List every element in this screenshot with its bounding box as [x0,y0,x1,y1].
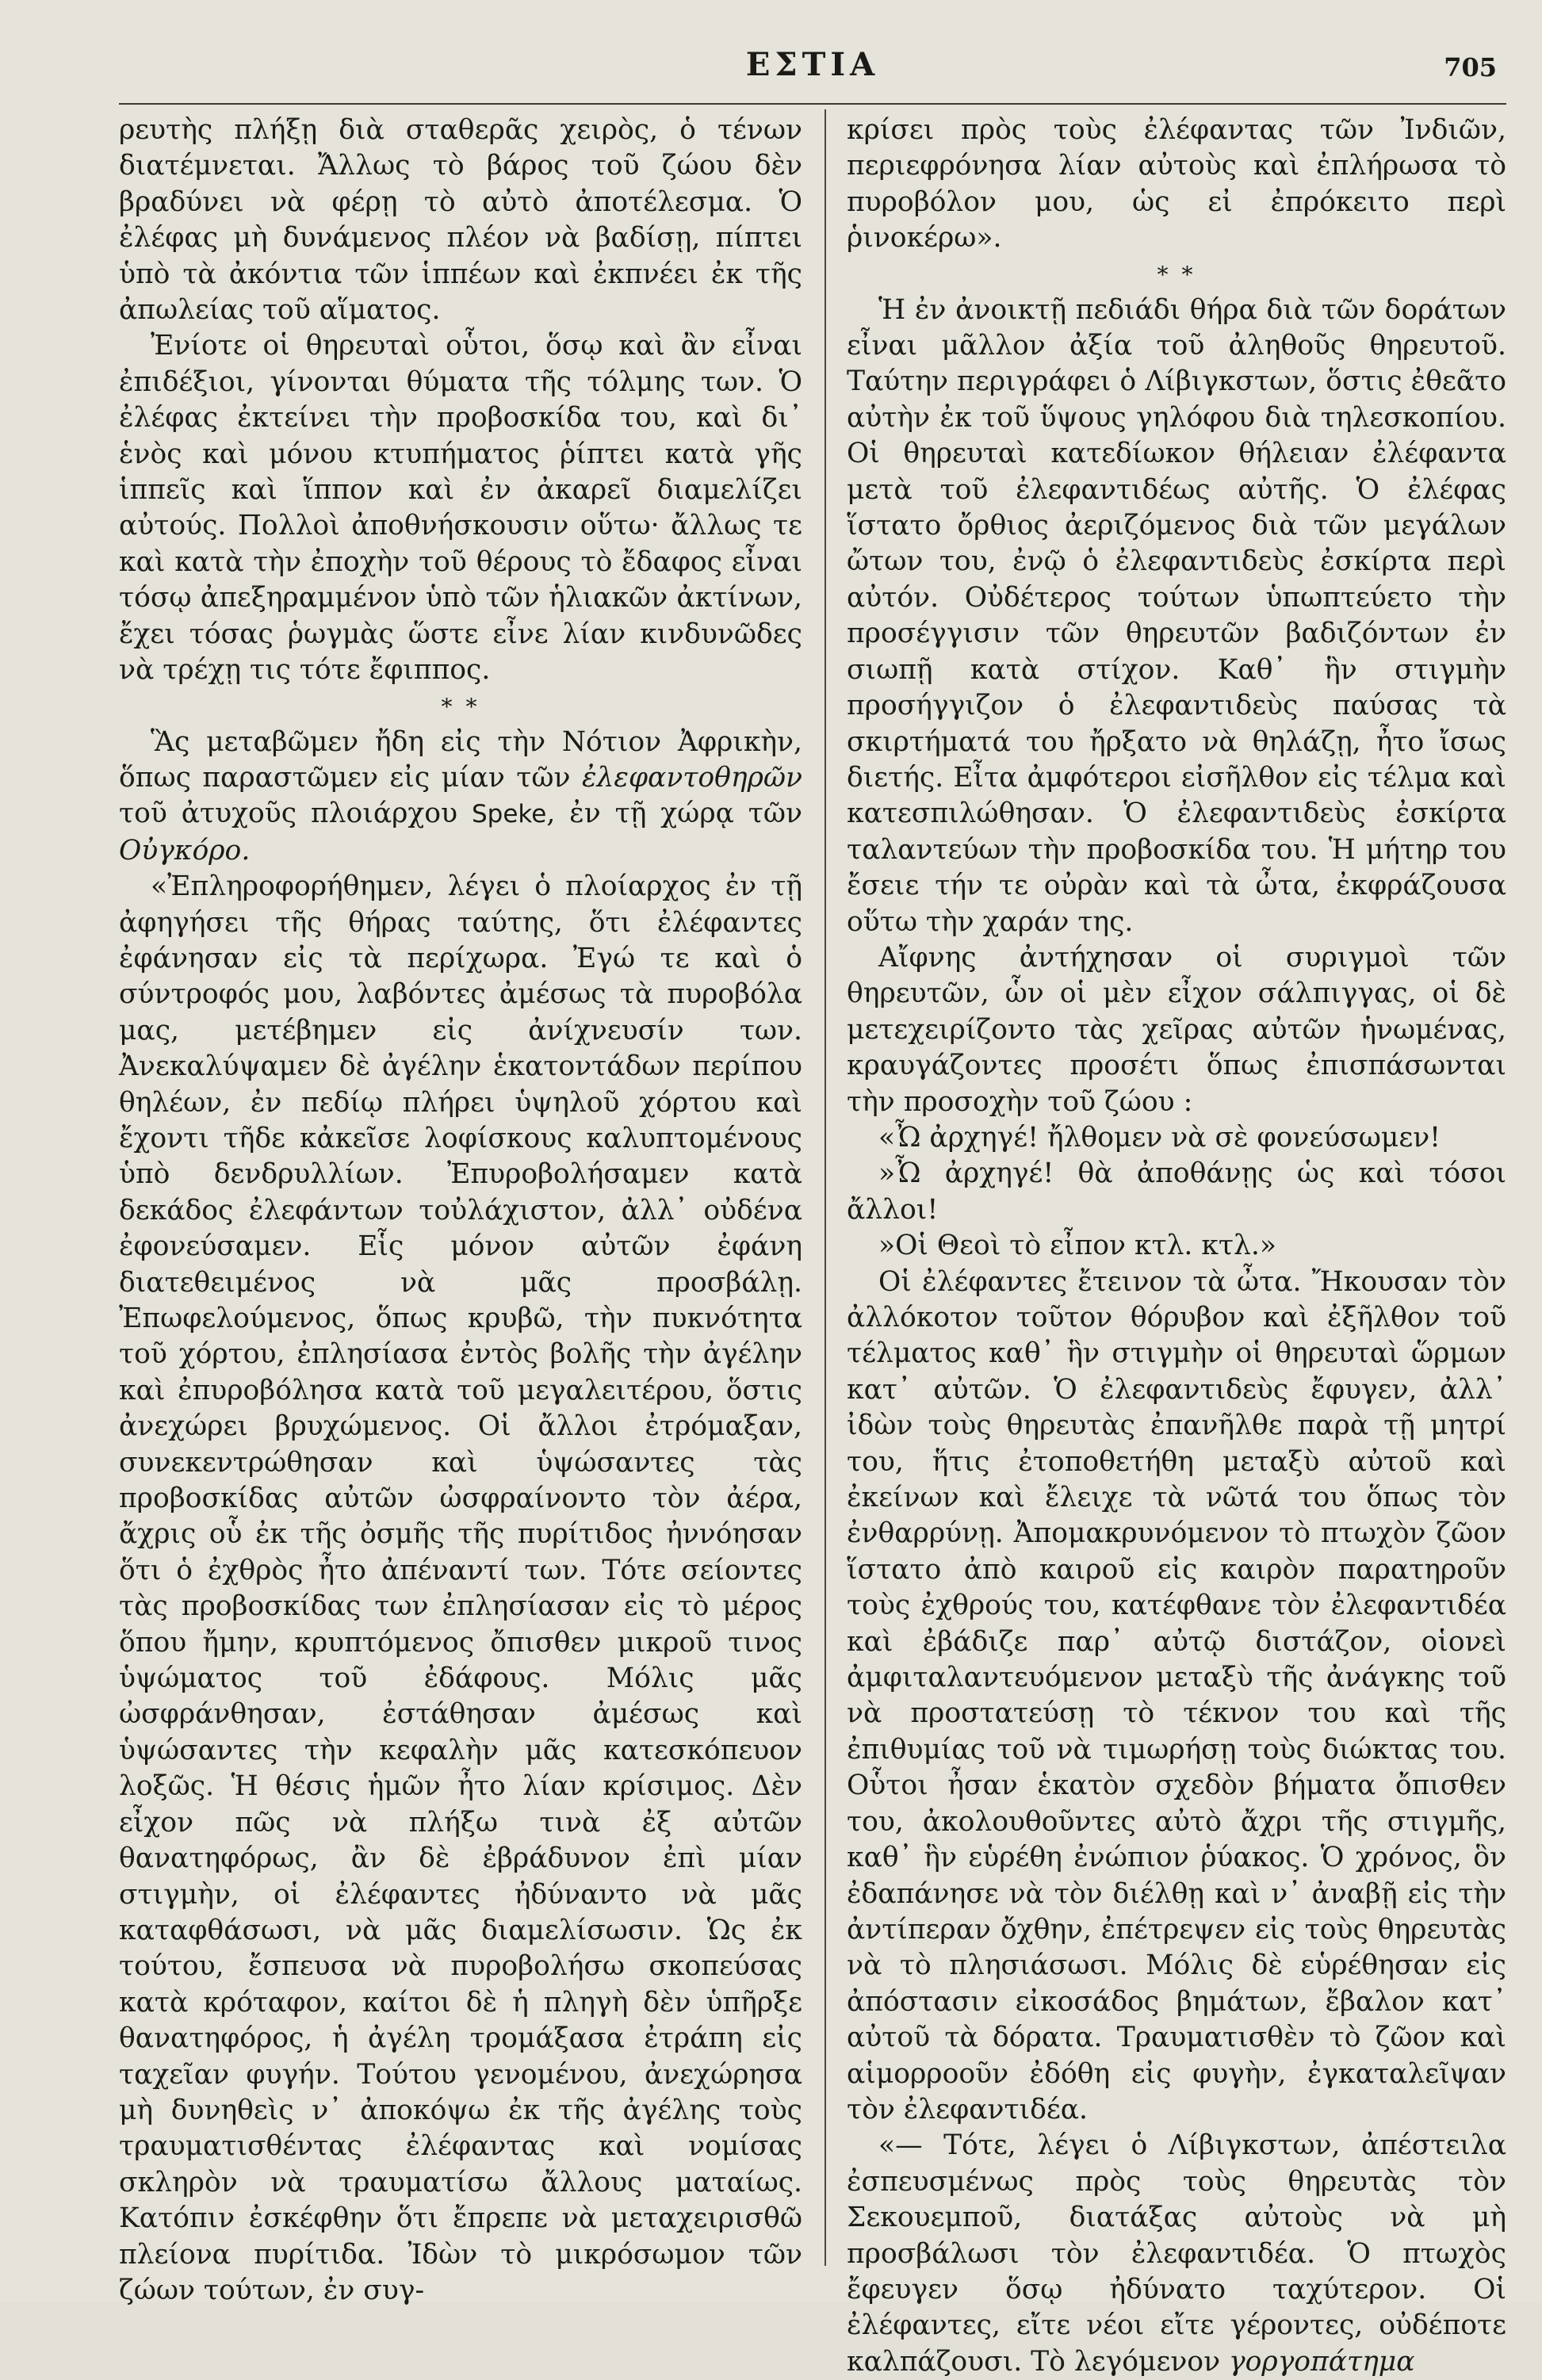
right-paragraph-1: κρίσει πρὸς τοὺς ἐλέφαντας τῶν Ἰνδιῶν, περιεφρόνησα λίαν αὐτοὺς καὶ ἐπλήρωσα τὸ πυροβόλον μου, ὡς εἰ ἐπρόκειτο περὶ ῥινοκέρω». [847,114,1506,254]
page-number: 705 [1444,52,1497,82]
right-paragraph-7: Οἱ ἐλέφαντες ἔτεινον τὰ ὦτα. Ἤκουσαν τὸν ἀλλόκοτον τοῦτον θόρυβον καὶ ἐξῆλθον τοῦ τέλματος καθ᾽ ἣν στιγμὴν οἱ θηρευταὶ ὥρμων κατ᾽ αὐτῶν. Ὁ ἐλεφαντιδεὺς ἔφυγεν, ἀλλ᾽ ἰδὼν τοὺς θηρευτὰς ἐπανῆλθε παρὰ τῇ μητρί του, ἥτις ἐτοποθετήθη μεταξὺ αὐτοῦ καὶ ἐκείνων καὶ ἔλειχε τὰ νῶτά του ὅπως τὸν ἐνθαρρύνῃ. Ἀπομακρυνόμενον τὸ πτωχὸν ζῶον ἵστατο ἀπὸ καιροῦ εἰς καιρὸν παρατηροῦν τοὺς ἐχθρούς του, κατέφθανε τὸν ἐλεφαντιδέα καὶ ἐβάδιζε παρ᾽ αὐτῷ διστάζον, οἱονεὶ ἀμφιταλαντευόμενον μεταξὺ τῆς ἀνάγκης τοῦ νὰ προστατεύσῃ τὸ τέκνον του καὶ τῆς ἐπιθυμίας τοῦ νὰ τιμωρήσῃ τοὺς διώκτας του. Οὗτοι ἦσαν ἑκατὸν σχεδὸν βήματα ὄπισθεν του, ἀκολουθοῦντες αὐτὸ ἄχρι τῆς στιγμῆς, καθ᾽ ἣν εὑρέθη ἐνώπιον ῥύακος. Ὁ χρόνος, ὃν ἐδαπάνησε νὰ τὸν διέλθῃ καὶ ν᾽ ἀναβῇ εἰς τὴν ἀντίπεραν ὄχθην, ἐπέτρεψεν εἰς τοὺς θηρευτὰς νὰ τὸ πλησιάσωσι. Μόλις δὲ εὑρέθησαν εἰς ἀπόστασιν εἰκοσάδος βημάτων, ἔβαλον κατ᾽ αὐτοῦ τὰ δόρατα. Τραυματισθὲν τὸ ζῶον καὶ αἱμορροοῦν ἐδόθη εἰς φυγὴν, ἐγκαταλεῖψαν τὸν ἐλεφαντιδέα. [847,1265,1506,2126]
p3-text-c: τοῦ ἀτυχοῦς πλοιάρχου [119,798,472,830]
p3-italic-hunts: ἐλεφαντοθηρῶν [581,761,802,794]
left-paragraph-3 [119,725,802,870]
left-column [119,113,802,2306]
page-header [119,32,1506,95]
section-break-left: * * [441,693,480,720]
column-divider [825,109,826,2266]
p8-text-a: «— Τότε, λέγει ὁ Λίβιγκστων, ἀπέστειλα ἐσπευσμένως πρὸς τοὺς θηρευτὰς τὸν Σεκουεμποῦ, διατάξας αὐτοὺς νὰ μὴ προσβάλωσι τὸν ἐλεφαντιδέα. Ὁ πτωχὸς ἔφευγεν ὅσῳ ἠδύνατο ταχύτερον. Οἱ ἐλέφαντες, εἴτε νέοι εἴτε γέροντες, οὐδέποτε καλπάζουσι. Τὸ λεγόμενον [847,2129,1506,2378]
p3-text-e: , ἐν τῇ χώρᾳ τῶν [546,798,802,830]
p8-italic-gorgopatima: γοργοπάτημα [1229,2345,1415,2378]
p3-speke: Speke [471,800,547,829]
right-paragraph-4: «Ὦ ἀρχηγέ! ἤλθομεν νὰ σὲ φονεύσωμεν! [878,1121,1441,1154]
right-paragraph-8 [847,2128,1506,2380]
journal-title: ΕΣΤΙΑ [745,46,880,83]
left-paragraph-2: Ἐνίοτε οἱ θηρευταὶ οὗτοι, ὅσῳ καὶ ἂν εἶναι ἐπιδέξιοι, γίνονται θύματα τῆς τόλμης των. Ὁ ἐλέφας ἐκτείνει τὴν προβοσκίδα του, καὶ δι᾽ ἑνὸς καὶ μόνου κτυπήματος ῥίπτει κατὰ γῆς ἱππεῖς καὶ ἵππον καὶ ἐν ἀκαρεῖ διαμελίζει αὐτούς. Πολλοὶ ἀποθνήσκουσιν οὕτω· ἄλλως τε καὶ κατὰ τὴν ἐποχὴν τοῦ θέρους τὸ ἔδαφος εἶναι τόσῳ ἀπεξηραμμένον ὑπὸ τῶν ἡλιακῶν ἀκτίνων, ἔχει τόσας ῥωγμὰς ὥστε εἶνε λίαν κινδυνῶδες νὰ τρέχῃ τις τότε ἔφιππος. [119,330,802,687]
right-paragraph-3: Αἴφνης ἀντήχησαν οἱ συριγμοὶ τῶν θηρευτῶν, ὧν οἱ μὲν εἶχον σάλπιγγας, οἱ δὲ μετεχειρίζοντο τὰς χεῖρας αὐτῶν ἡνωμένας, κραυγάζοντες προσέτι ὅπως ἐπισπάσωνται τὴν προσοχὴν τοῦ ζώου : [847,941,1506,1118]
section-break-right: * * [1157,261,1196,288]
right-paragraph-5: »Ὦ ἀρχηγέ! θὰ ἀποθάνῃς ὡς καὶ τόσοι ἄλλοι! [847,1157,1506,1226]
left-paragraph-4: «Ἐπληροφορήθημεν, λέγει ὁ πλοίαρχος ἐν τῇ ἀφηγήσει τῆς θήρας ταύτης, ὅτι ἐλέφαντες ἐφάνησαν εἰς τὰ περίχωρα. Ἐγώ τε καὶ ὁ σύντροφός μου, λαβόντες ἀμέσως τὰ πυροβόλα μας, μετέβημεν εἰς ἀνίχνευσίν των. Ἀνεκαλύψαμεν δὲ ἀγέλην ἑκατοντάδων περίπου θηλέων, ἐν πεδίῳ πλήρει ὑψηλοῦ χόρτου καὶ ἔχοντι τῆδε κἀκεῖσε λοφίσκους καλυπτομένους ὑπὸ δενδρυλλίων. Ἐπυροβολήσαμεν κατὰ δεκάδος ἐλεφάντων τοὐλάχιστον, ἀλλ᾽ οὐδένα ἐφονεύσαμεν. Εἷς μόνον αὐτῶν ἐφάνη διατεθειμένος νὰ μᾶς προσβάλῃ. Ἐπωφελούμενος, ὅπως κρυβῶ, τὴν πυκνότητα τοῦ χόρτου, ἐπλησίασα ἐντὸς βολῆς τὴν ἀγέλην καὶ ἐπυροβόλησα κατὰ τοῦ μεγαλειτέρου, ὅστις ἀνεχώρει βρυχώμενος. Οἱ ἄλλοι ἐτρόμαξαν, συνεκεντρώθησαν καὶ ὑψώσαντες τὰς προβοσκίδας αὐτῶν ὠσφραίνοντο τὸν ἀέρα, ἄχρις οὗ ἐκ τῆς ὀσμῆς τῆς πυρίτιδος ἠννόησαν ὅτι ὁ ἐχθρὸς ἦτο ἀπέναντί των. Τότε σείοντες τὰς προβοσκίδας των ἐπλησίασαν εἰς τὸ μέρος ὅπου ἤμην, κρυπτόμενος ὄπισθεν μικροῦ τινος ὑψώματος τοῦ ἐδάφους. Μόλις μᾶς ὠσφράνθησαν, ἐστάθησαν ἀμέσως καὶ ὑψώσαντες τὴν κεφαλὴν μᾶς κατεσκόπευον λοξῶς. Ἡ θέσις ἡμῶν ἦτο λίαν κρίσιμος. Δὲν εἶχον πῶς νὰ πλήξω τινὰ ἐξ αὐτῶν θανατηφόρως, ἂν δὲ ἐβράδυνον ἐπὶ μίαν στιγμὴν, οἱ ἐλέφαντες ἠδύναντο νὰ μᾶς καταφθάσωσι, νὰ μᾶς διαμελίσωσιν. Ὡς ἐκ τούτου, ἔσπευσα νὰ πυροβολήσω σκοπεύσας κατὰ κρόταφον, καίτοι δὲ ἡ πληγὴ δὲν ὑπῆρξε θανατηφόρος, ἡ ἀγέλη τρομάξασα ἐτράπη εἰς ταχεῖαν φυγήν. Τούτου γενομένου, ἀνεχώρησα μὴ δυνηθεὶς ν᾽ ἀποκόψω ἐκ τῆς ἀγέλης τοὺς τραυματισθέντας ἐλέφαντας καὶ νομίσας σκληρὸν νὰ τραυματίσω ἄλλους ματαίως. Κατόπιν ἐσκέφθην ὅτι ἔπρεπε νὰ μεταχειρισθῶ πλείονα πυρίτιδα. Ἰδὼν τὸ μικρόσωμον τῶν ζώων τούτων, ἐν συγ- [119,870,802,2306]
left-paragraph-1: ρευτὴς πλήξῃ διὰ σταθερᾶς χειρὸς, ὁ τένων διατέμνεται. Ἄλλως τὸ βάρος τοῦ ζώου δὲν βραδύνει νὰ φέρῃ τὸ αὐτὸ ἀποτέλεσμα. Ὁ ἐλέφας μὴ δυνάμενος πλέον νὰ βαδίσῃ, πίπτει ὑπὸ τὰ ἀκόντια τῶν ἱππέων καὶ ἐκπνέει ἐκ τῆς ἀπωλείας τοῦ αἵματος. [119,114,802,327]
p3-text-a: Ἃς μεταβῶμεν ἤδη εἰς τὴν Νότιον Ἀφρικὴν, ὅπως παραστῶμεν εἰς μίαν τῶν [119,725,802,794]
right-paragraph-6: »Οἱ Θεοὶ τὸ εἶπον κτλ. κτλ.» [878,1230,1276,1262]
p3-italic-ugoro: Οὐγκόρο. [119,834,251,867]
right-column [847,113,1506,2378]
right-paragraph-2: Ἡ ἐν ἀνοικτῇ πεδιάδι θήρα διὰ τῶν δοράτων εἶναι μᾶλλον ἀξία τοῦ ἀληθοῦς θηρευτοῦ. Ταύτην περιγράφει ὁ Λίβιγκστων, ὅστις ἐθεᾶτο αὐτὴν ἐκ τοῦ ὕψους γηλόφου διὰ τηλεσκοπίου. Οἱ θηρευταὶ κατεδίωκον θήλειαν ἐλέφαντα μετὰ τοῦ ἐλεφαντιδέως αὐτῆς. Ὁ ἐλέφας ἵστατο ὄρθιος ἀεριζόμενος διὰ τῶν μεγάλων ὤτων του, ἐνῷ ὁ ἐλεφαντιδεὺς ἐσκίρτα περὶ αὐτόν. Οὐδέτερος τούτων ὑπωπτεύετο τὴν προσέγγισιν τῶν θηρευτῶν βαδιζόντων ἐν σιωπῇ κατὰ στίχον. Καθ᾽ ἣν στιγμὴν προσήγγιζον ὁ ἐλεφαντιδεὺς παύσας τὰ σκιρτήματά του ἤρξατο νὰ θηλάζῃ, ἦτο ἴσως διετής. Εἶτα ἀμφότεροι εἰσῆλθον εἰς τέλμα καὶ κατεσπιλώθησαν. Ὁ ἐλεφαντιδεὺς ἐσκίρτα ταλαντεύων τὴν προβοσκίδα του. Ἡ μήτηρ του ἔσειε τήν τε οὐρὰν καὶ τὰ ὦτα, ἐκφράζουσα οὕτω τὴν χαράν της. [847,293,1506,938]
header-rule [119,103,1506,105]
